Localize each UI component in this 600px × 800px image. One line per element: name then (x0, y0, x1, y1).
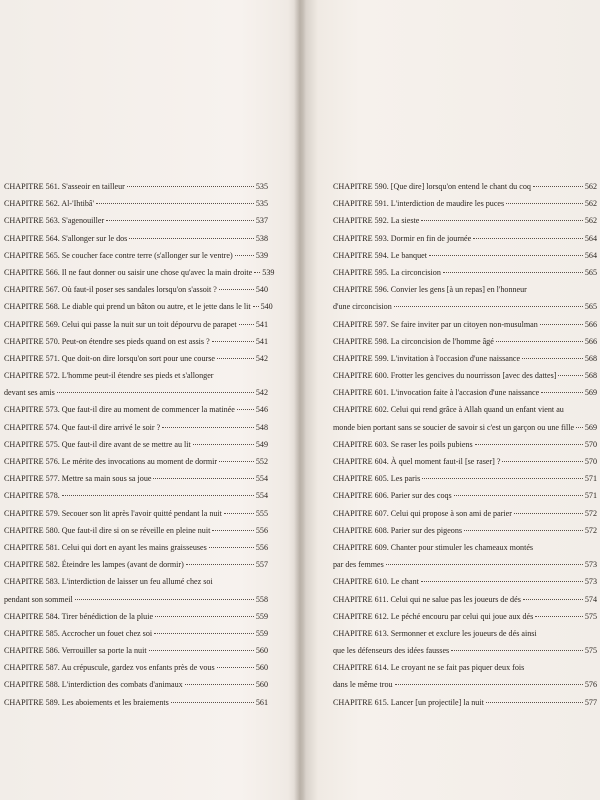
toc-entry (333, 367, 597, 384)
toc-entry-title: CHAPITRE 583. L'interdiction de laisser un feu allumé chez soi (4, 577, 213, 587)
toc-entry-title: CHAPITRE 579. Secouer son lit après l'avoir quitté pendant la nuit (4, 508, 222, 518)
dot-leader (454, 495, 583, 496)
dot-leader (171, 702, 254, 703)
dot-leader (217, 358, 254, 359)
toc-entry (4, 333, 268, 350)
toc-entry (4, 316, 268, 333)
toc-entry (4, 676, 268, 693)
toc-entry-title: CHAPITRE 610. Le chant (333, 577, 419, 587)
toc-entry (4, 298, 273, 315)
toc-entry-title: CHAPITRE 590. [Que dire] lorsqu'on entend le chant du coq (333, 182, 531, 191)
dot-leader (541, 392, 583, 393)
toc-entry-title: CHAPITRE 571. Que doit-on dire lorsqu'on sort pour une course (4, 353, 215, 363)
toc-entry-title: que les défenseurs des idées fausses (333, 646, 450, 656)
toc-entry-page: 559 (255, 611, 268, 621)
dot-leader (514, 513, 583, 514)
toc-entry (333, 333, 597, 350)
dot-leader (96, 203, 254, 204)
toc-entry (4, 281, 268, 298)
toc-entry-page: 565 (584, 267, 597, 277)
toc-entry-page: 537 (255, 216, 268, 226)
toc-entry (333, 264, 597, 281)
toc-entry-title: dans le même trou (333, 680, 393, 690)
toc-entry (4, 247, 268, 264)
toc-entry-page: 560 (255, 646, 268, 656)
toc-entry (333, 178, 597, 195)
toc-entry-title: CHAPITRE 597. Se faire inviter par un citoyen non-musulman (333, 319, 538, 329)
dot-leader (155, 616, 254, 617)
toc-entry-title: CHAPITRE 589. Les aboiements et les braiements (4, 697, 169, 707)
toc-entry (4, 419, 268, 436)
toc-entry-title: CHAPITRE 592. La sieste (333, 216, 420, 226)
toc-entry (4, 487, 268, 504)
toc-entry-page: 540 (260, 302, 273, 312)
toc-entry-title: par des femmes (333, 560, 384, 570)
dot-leader (154, 633, 254, 634)
dot-leader (219, 461, 254, 462)
toc-entry (4, 522, 268, 539)
toc-entry-page: 572 (584, 508, 597, 518)
toc-entry-page: 568 (584, 353, 597, 363)
dot-leader (129, 238, 254, 239)
toc-entry-title: CHAPITRE 586. Verrouiller sa porte la nuit (4, 646, 147, 656)
toc-entry-page: 570 (584, 457, 597, 466)
toc-entry-title: pendant son sommeil (4, 594, 73, 604)
toc-entry (4, 367, 268, 384)
toc-entry-title: CHAPITRE 615. Lancer [un projectile] la nuit (333, 697, 484, 707)
toc-entry-title: CHAPITRE 611. Celui qui ne salue pas les joueurs de dés (333, 594, 521, 604)
dot-leader (522, 358, 583, 359)
toc-entry (333, 642, 597, 659)
toc-entry-page: 570 (584, 439, 597, 449)
toc-entry-page: 574 (584, 594, 597, 604)
dot-leader (386, 564, 583, 565)
toc-entry-page: 559 (255, 628, 268, 638)
toc-entry (4, 384, 268, 401)
toc-entry-page: 539 (255, 250, 268, 260)
toc-entry-page: 571 (584, 491, 597, 501)
toc-entry (333, 316, 597, 333)
toc-entry (333, 436, 597, 453)
toc-entry (4, 212, 268, 229)
toc-entry-title: CHAPITRE 603. Se raser les poils pubiens (333, 439, 473, 449)
toc-entry-title: CHAPITRE 608. Parier sur des pigeons (333, 525, 463, 535)
toc-entry (4, 694, 268, 711)
dot-leader (533, 186, 583, 187)
dot-leader (535, 616, 583, 617)
toc-entry-title: CHAPITRE 605. Les paris (333, 474, 421, 484)
toc-entry-page: 560 (255, 663, 268, 673)
toc-entry (333, 676, 597, 693)
toc-entry (4, 573, 268, 590)
toc-entry (4, 539, 268, 556)
toc-entry-title: CHAPITRE 612. Le péché encouru par celui qui joue aux dés (333, 611, 534, 621)
toc-entry-page: 564 (584, 250, 597, 260)
toc-entry-title: CHAPITRE 599. L'invitation à l'occasion d'une naissance (333, 353, 521, 363)
toc-entry (333, 419, 597, 436)
toc-entry-page: 556 (255, 525, 268, 535)
toc-entry-page: 557 (255, 560, 268, 570)
toc-entry (4, 195, 268, 212)
toc-entry-title: CHAPITRE 591. L'interdiction de maudire les puces (333, 199, 505, 209)
toc-entry-title: CHAPITRE 606. Parier sur des coqs (333, 491, 452, 501)
toc-entry-title: CHAPITRE 565. Se coucher face contre terre (s'allonger sur le ventre) (4, 250, 233, 260)
toc-entry-title: CHAPITRE 561. S'asseoir en tailleur (4, 182, 125, 191)
toc-entry-title: CHAPITRE 577. Mettre sa main sous sa joue (4, 474, 152, 484)
toc-entry-title: CHAPITRE 604. À quel moment faut-il [se raser] ? (333, 457, 501, 466)
dot-leader (540, 324, 583, 325)
toc-entry (333, 401, 597, 418)
dot-leader (464, 530, 583, 531)
dot-leader (217, 667, 254, 668)
toc-entry-page: 555 (255, 508, 268, 518)
toc-entry (333, 487, 597, 504)
toc-entry-title: CHAPITRE 573. Que faut-il dire au moment de commencer la matinée (4, 405, 235, 415)
toc-entry-title: CHAPITRE 588. L'interdiction des combats d'animaux (4, 680, 183, 690)
toc-entry-page: 554 (255, 474, 268, 484)
left-page (4, 178, 275, 711)
dot-leader (253, 306, 259, 307)
toc-entry (333, 591, 597, 608)
toc-entry-title: CHAPITRE 596. Convier les gens [à un repas] en l'honneur (333, 285, 527, 295)
dot-leader (127, 186, 254, 187)
toc-entry-page: 576 (584, 680, 597, 690)
toc-entry (4, 350, 268, 367)
toc-entry-page: 564 (584, 233, 597, 243)
dot-leader (237, 409, 254, 410)
toc-entry-title: d'une circoncision (333, 302, 392, 312)
toc-entry-title: CHAPITRE 581. Celui qui dort en ayant les mains graisseuses (4, 542, 207, 552)
toc-entry-page: 561 (255, 697, 268, 707)
toc-entry-page: 546 (255, 405, 268, 415)
dot-leader (62, 495, 254, 496)
toc-entry-page: 566 (584, 319, 597, 329)
dot-leader (429, 255, 583, 256)
toc-entry-page: 562 (584, 182, 597, 191)
dot-leader (153, 478, 253, 479)
dot-leader (523, 599, 583, 600)
toc-entry (4, 505, 268, 522)
toc-entry-title: CHAPITRE 570. Peut-on étendre ses pieds quand on est assis ? (4, 336, 210, 346)
dot-leader (421, 220, 583, 221)
dot-leader (473, 238, 583, 239)
toc-entry-title: CHAPITRE 595. La circoncision (333, 267, 441, 277)
toc-entry (4, 556, 268, 573)
toc-entry-title: monde bien portant sans se soucier de savoir si c'est un garçon ou une fille (333, 422, 575, 432)
toc-entry (4, 642, 268, 659)
toc-entry (4, 608, 268, 625)
toc-entry-page: 538 (255, 233, 268, 243)
toc-entry-title: CHAPITRE 582. Éteindre les lampes (avant de dormir) (4, 560, 184, 570)
toc-entry-title: CHAPITRE 572. L'homme peut-il étendre ses pieds et s'allonger (4, 371, 214, 381)
toc-entry (4, 659, 268, 676)
toc-entry-page: 575 (584, 646, 597, 656)
dot-leader (185, 684, 254, 685)
dot-leader (395, 684, 583, 685)
dot-leader (443, 272, 583, 273)
toc-entry-title: CHAPITRE 587. Au crépuscule, gardez vos enfants près de vous (4, 663, 215, 673)
toc-entry (333, 625, 597, 642)
dot-leader (502, 461, 582, 462)
toc-entry-title: CHAPITRE 562. Al-'Ihtibâ' (4, 199, 94, 209)
dot-leader (149, 650, 254, 651)
toc-entry-page: 565 (584, 302, 597, 312)
dot-leader (558, 375, 582, 376)
toc-entry (333, 247, 597, 264)
dot-leader (57, 392, 254, 393)
dot-leader (451, 650, 583, 651)
dot-leader (475, 444, 583, 445)
toc-entry-title: CHAPITRE 564. S'allonger sur le dos (4, 233, 128, 243)
toc-entry (4, 453, 268, 470)
toc-entry-page: 548 (255, 422, 268, 432)
toc-entry-title: CHAPITRE 566. Il ne faut donner ou saisir une chose qu'avec la main droite (4, 267, 253, 277)
toc-entry (4, 264, 275, 281)
toc-entry-page: 542 (255, 353, 268, 363)
dot-leader (106, 220, 254, 221)
toc-entry (333, 539, 597, 556)
toc-entry (333, 298, 597, 315)
dot-leader (219, 289, 254, 290)
dot-leader (239, 324, 254, 325)
toc-entry-title: CHAPITRE 598. La circoncision de l'homme âgé (333, 336, 494, 346)
toc-entry-title: CHAPITRE 576. Le mérite des invocations au moment de dormir (4, 457, 218, 466)
dot-leader (254, 272, 260, 273)
toc-entry-title: CHAPITRE 602. Celui qui rend grâce à Allah quand un enfant vient au (333, 405, 564, 415)
toc-entry-title: CHAPITRE 568. Le diable qui prend un bâton ou autre, et le jette dans le lit (4, 302, 251, 312)
dot-leader (209, 547, 254, 548)
toc-entry (333, 608, 597, 625)
toc-entry-title: CHAPITRE 594. Le banquet (333, 250, 427, 260)
toc-entry-page: 541 (255, 336, 268, 346)
toc-entry-title: CHAPITRE 601. L'invocation faite à l'accasion d'une naissance (333, 388, 540, 398)
toc-entry-title: CHAPITRE 575. Que faut-il dire avant de se mettre au lit (4, 439, 191, 449)
toc-entry-page: 562 (584, 216, 597, 226)
toc-entry (333, 212, 597, 229)
toc-entry (333, 384, 597, 401)
toc-entry-title: CHAPITRE 614. Le croyant ne se fait pas piquer deux fois (333, 663, 525, 673)
dot-leader (496, 341, 583, 342)
toc-entry (333, 522, 597, 539)
toc-entry (4, 591, 268, 608)
toc-entry-page: 540 (255, 285, 268, 295)
toc-entry-title: CHAPITRE 584. Tirer bénédiction de la pluie (4, 611, 154, 621)
toc-entry-title: CHAPITRE 609. Chanter pour stimuler les chameaux montés (333, 542, 534, 552)
toc-entry-title: CHAPITRE 569. Celui qui passe la nuit sur un toit dépourvu de parapet (4, 319, 237, 329)
dot-leader (193, 444, 254, 445)
toc-entry-title: CHAPITRE 600. Frotter les gencives du nourrisson [avec des dattes] (333, 371, 557, 381)
toc-entry-title: CHAPITRE 578. (4, 491, 60, 501)
toc-entry-title: CHAPITRE 607. Celui qui propose à son ami de parier (333, 508, 512, 518)
dot-leader (421, 581, 583, 582)
toc-entry-page: 554 (255, 491, 268, 501)
book-gutter (288, 0, 318, 800)
toc-entry (333, 230, 597, 247)
toc-entry (4, 436, 268, 453)
toc-entry (333, 556, 597, 573)
toc-entry-page: 562 (584, 199, 597, 209)
dot-leader (394, 306, 583, 307)
toc-entry (4, 230, 268, 247)
dot-leader (486, 702, 583, 703)
toc-entry-page: 549 (255, 439, 268, 449)
dot-leader (422, 478, 583, 479)
toc-entry-title: CHAPITRE 563. S'agenouiller (4, 216, 105, 226)
toc-entry (4, 178, 268, 195)
toc-entry-page: 541 (255, 319, 268, 329)
toc-entry-page: 556 (255, 542, 268, 552)
toc-entry (333, 350, 597, 367)
toc-entry-page: 566 (584, 336, 597, 346)
toc-entry-page: 571 (584, 474, 597, 484)
toc-entry-page: 575 (584, 611, 597, 621)
toc-entry (4, 470, 268, 487)
dot-leader (186, 564, 254, 565)
toc-entry-page: 577 (584, 697, 597, 707)
toc-entry-title: CHAPITRE 567. Où faut-il poser ses sandales lorsqu'on s'assoit ? (4, 285, 217, 295)
dot-leader (212, 530, 254, 531)
dot-leader (235, 255, 254, 256)
toc-entry (333, 195, 597, 212)
dot-leader (224, 513, 254, 514)
toc-entry-page: 535 (255, 199, 268, 209)
dot-leader (162, 427, 254, 428)
toc-entry (333, 505, 597, 522)
toc-entry-page: 569 (584, 388, 597, 398)
toc-entry (4, 401, 268, 418)
dot-leader (506, 203, 583, 204)
toc-entry (333, 470, 597, 487)
dot-leader (75, 599, 254, 600)
toc-entry-page: 572 (584, 525, 597, 535)
right-page (333, 178, 597, 711)
toc-entry-page: 558 (255, 594, 268, 604)
toc-entry-title: devant ses amis (4, 388, 55, 398)
toc-entry-page: 573 (584, 560, 597, 570)
toc-entry-page: 552 (255, 457, 268, 466)
toc-entry-page: 573 (584, 577, 597, 587)
toc-entry-page: 539 (262, 267, 275, 277)
dot-leader (212, 341, 254, 342)
toc-entry-page: 568 (584, 371, 597, 381)
toc-entry (333, 694, 597, 711)
toc-entry-page: 560 (255, 680, 268, 690)
toc-entry-page: 535 (255, 182, 268, 191)
toc-entry-title: CHAPITRE 593. Dormir en fin de journée (333, 233, 472, 243)
toc-entry (333, 281, 597, 298)
dot-leader (576, 427, 583, 428)
toc-entry (4, 625, 268, 642)
toc-entry-title: CHAPITRE 580. Que faut-il dire si on se réveille en pleine nuit (4, 525, 211, 535)
toc-entry-title: CHAPITRE 585. Accrocher un fouet chez soi (4, 628, 153, 638)
toc-entry (333, 573, 597, 590)
toc-entry-title: CHAPITRE 613. Sermonner et exclure les joueurs de dés ainsi (333, 628, 537, 638)
toc-entry (333, 453, 597, 470)
toc-entry-page: 542 (255, 388, 268, 398)
toc-entry-page: 569 (584, 422, 597, 432)
toc-entry (333, 659, 597, 676)
toc-entry-title: CHAPITRE 574. Que faut-il dire arrivé le soir ? (4, 422, 161, 432)
